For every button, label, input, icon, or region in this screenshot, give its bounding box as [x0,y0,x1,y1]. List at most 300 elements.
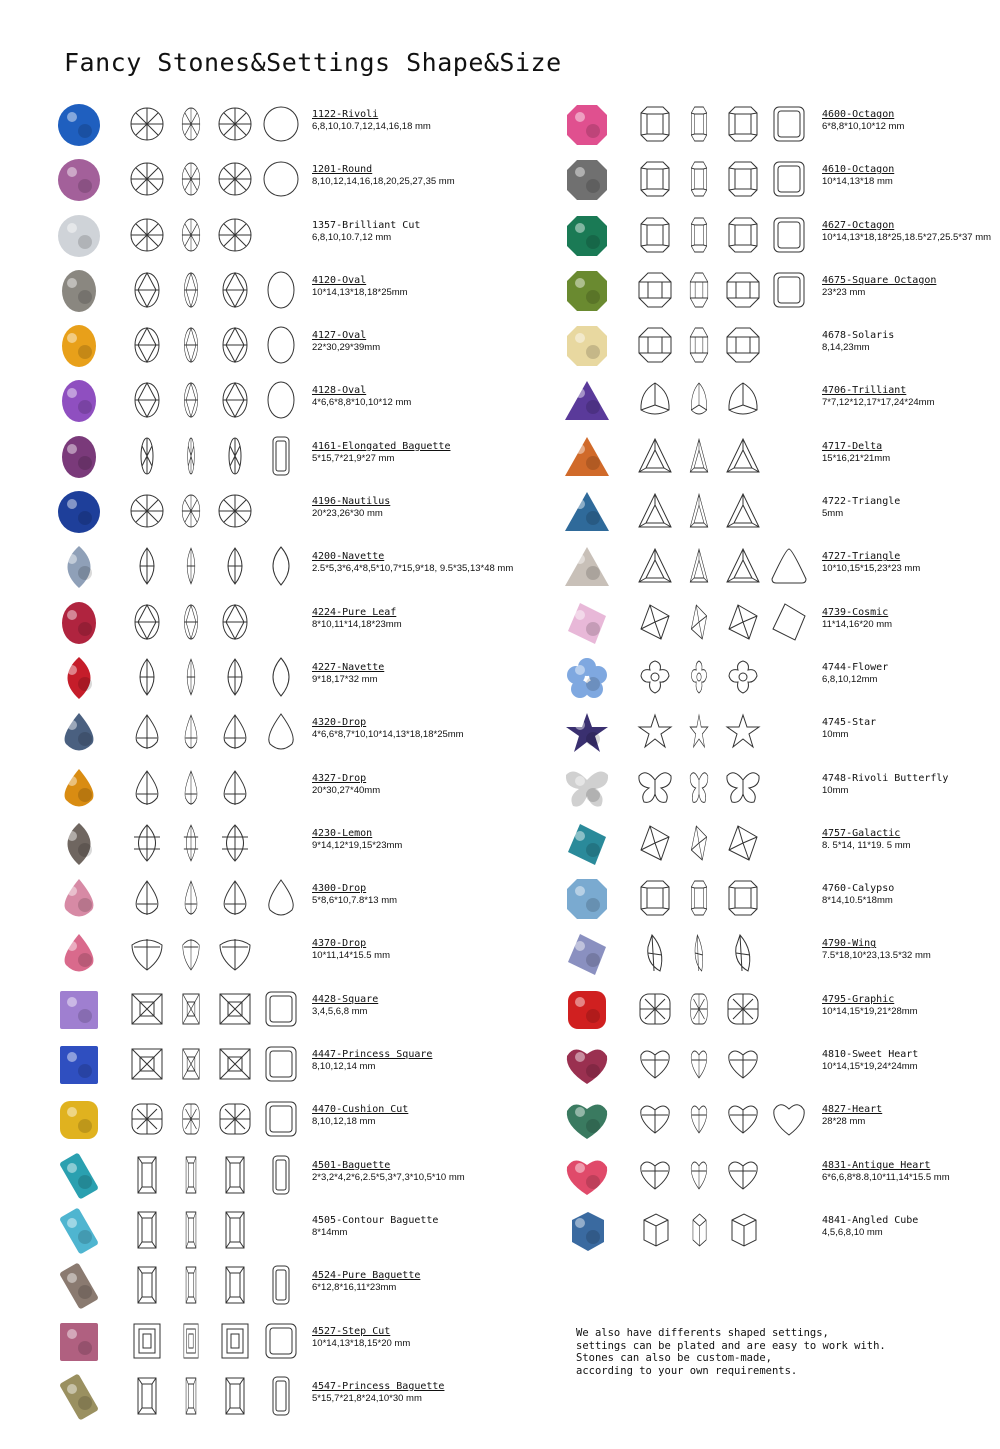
stone-photo [54,987,104,1033]
cut-diagram [216,1265,254,1305]
cut-diagrams [636,1099,762,1139]
stone-label [822,275,1000,299]
cut-diagram [216,325,254,365]
cut-diagram [128,1210,166,1250]
stone-label [822,994,1000,1018]
cut-diagram [216,380,254,420]
stone-sizes: 8,10,12,14 mm [312,1061,376,1073]
cut-diagrams [636,933,762,973]
cut-diagram [128,159,166,199]
stone-name: 1122-Rivoli [312,109,379,120]
cut-diagram [172,1044,210,1084]
cut-diagram [172,1155,210,1195]
cut-diagram [172,1321,210,1361]
stone-name: 4678-Solaris [822,330,895,342]
stone-sizes: 11*14,16*20 mm [822,618,893,630]
stone-name: 4717-Delta [822,440,883,452]
stone-photo [562,600,612,646]
setting-outline [770,270,808,310]
cut-diagram [216,1321,254,1361]
cut-diagrams [128,325,254,365]
stone-label [312,662,552,686]
cut-diagram [216,602,254,642]
stone-sizes: 20*30,27*40mm [312,784,381,796]
stone-label [822,607,1000,631]
stone-row [558,262,1000,317]
cut-diagrams [636,712,762,752]
cut-diagram [636,1155,674,1195]
stone-name: 4744-Flower [822,661,889,673]
cut-diagrams [128,878,254,918]
cut-diagram [680,602,718,642]
note-line: We also have differents shaped settings, [576,1327,829,1339]
stone-row [50,981,530,1036]
cut-diagram [172,215,210,255]
stone-photo [562,213,612,259]
cut-diagram [724,878,762,918]
stone-row [50,1036,530,1091]
cut-diagram [128,768,166,808]
stone-name: 4748-Rivoli Butterfly [822,772,949,784]
stone-label [822,828,1000,852]
stone-name: 4527-Step Cut [312,1325,391,1337]
cut-diagram [216,1099,254,1139]
stone-sizes: 4,5,6,8,10 mm [822,1226,883,1238]
stone-row [558,815,1000,870]
cut-diagram [680,657,718,697]
cut-diagram [128,436,166,476]
stone-label [822,773,1000,797]
cut-diagram [680,325,718,365]
stone-row [558,594,1000,649]
cut-diagram [724,1210,762,1250]
stone-row [50,925,530,980]
stone-row [50,428,530,483]
stone-sizes: 10*14,15*19,24*24mm [822,1061,918,1073]
cut-diagram [128,602,166,642]
cut-diagram [172,1210,210,1250]
stone-label [312,773,552,797]
stone-label [822,1215,1000,1239]
cut-diagrams [128,602,254,642]
cut-diagrams [636,1210,762,1250]
cut-diagram [636,933,674,973]
stone-row [50,870,530,925]
cut-diagram [172,657,210,697]
cut-diagram [636,380,674,420]
stone-row [558,704,1000,759]
stone-photo [54,213,104,259]
stone-row [50,151,530,206]
cut-diagram [636,436,674,476]
stone-label [822,717,1000,741]
stone-name: 4127-Oval [312,330,367,342]
stone-row [50,594,530,649]
stone-label [822,496,1000,520]
stone-label [822,1049,1000,1073]
cut-diagram [172,712,210,752]
cut-diagram [680,380,718,420]
stone-photo [54,157,104,203]
setting-outline [262,712,300,752]
stone-label [312,441,552,465]
cut-diagram [216,104,254,144]
stone-row [50,1091,530,1146]
stone-sizes: 10*14,13*18,15*20 mm [312,1337,411,1349]
stone-name: 4230-Lemon [312,827,373,839]
cut-diagram [128,546,166,586]
cut-diagram [680,1155,718,1195]
cut-diagram [128,1265,166,1305]
page-title: Fancy Stones&Settings Shape&Size [64,48,562,77]
stone-row [558,981,1000,1036]
cut-diagram [172,1099,210,1139]
cut-diagrams [636,215,762,255]
stone-name: 4524-Pure Baguette [312,1270,421,1282]
cut-diagram [724,1099,762,1139]
stone-sizes: 6,8,10,10.7,12 mm [312,231,392,243]
stone-photo [562,710,612,756]
setting-outline [262,380,300,420]
stone-row [558,1091,1000,1146]
cut-diagrams [128,823,254,863]
stone-label [312,1215,552,1239]
cut-diagrams [636,546,762,586]
cut-diagrams [128,270,254,310]
cut-diagrams [636,989,762,1029]
stone-name: 4757-Galactic [822,827,901,839]
cut-diagrams [128,104,254,144]
stone-label [312,551,552,575]
stone-name: 4161-Elongated Baguette [312,440,451,452]
stone-row [50,538,530,593]
stone-name: 4547-Princess Baguette [312,1380,445,1392]
stone-row [558,1147,1000,1202]
cut-diagram [724,1155,762,1195]
stone-photo [54,655,104,701]
setting-outline [770,159,808,199]
stone-photo [54,1042,104,1088]
stone-name: 4706-Trilliant [822,385,907,397]
stone-name: 4739-Cosmic [822,606,889,618]
cut-diagram [128,823,166,863]
stone-sizes: 8,10,12,14,16,18,20,25,27,35 mm [312,176,455,188]
cut-diagram [724,657,762,697]
stone-row [558,1036,1000,1091]
stone-label [822,938,1000,962]
cut-diagrams [636,270,762,310]
cut-diagram [724,104,762,144]
stone-photo [562,544,612,590]
cut-diagram [636,1099,674,1139]
stone-label [312,496,552,520]
stone-sizes: 6*6,6,8*8.8,10*11,14*15.5 mm [822,1171,950,1183]
stone-sizes: 2.5*5,3*6,4*8,5*10,7*15,9*18, 9.5*35,13*48 mm [312,563,514,575]
stone-label [312,1381,552,1405]
stone-sizes: 5mm [822,508,844,520]
cut-diagram [172,270,210,310]
setting-outline [262,325,300,365]
stone-label [312,994,552,1018]
cut-diagram [680,159,718,199]
stone-name: 4795-Graphic [822,993,895,1005]
stone-photo [54,1208,104,1254]
stone-row [558,428,1000,483]
stone-sizes: 6*8,8*10,10*12 mm [822,121,905,132]
cut-diagram [636,878,674,918]
cut-diagram [216,1044,254,1084]
cut-diagrams [636,878,762,918]
cut-diagram [636,823,674,863]
cut-diagrams [128,1265,254,1305]
stone-label [822,385,1000,409]
cut-diagram [216,823,254,863]
cut-diagram [216,878,254,918]
stone-photo [54,710,104,756]
stone-row [50,815,530,870]
stone-row [50,704,530,759]
cut-diagram [636,1210,674,1250]
stone-name: 4827-Heart [822,1104,883,1116]
stone-sizes: 6*12,8*16,11*23mm [312,1282,397,1294]
cut-diagram [216,933,254,973]
stone-label [822,441,1000,465]
cut-diagram [680,823,718,863]
stone-label [312,109,552,133]
cut-diagrams [636,657,762,697]
cut-diagram [172,878,210,918]
cut-diagrams [128,768,254,808]
cut-diagram [636,602,674,642]
cut-diagrams [128,1044,254,1084]
stone-sizes: 22*30,29*39mm [312,342,381,354]
cut-diagram [636,270,674,310]
cut-diagrams [636,436,762,476]
stone-name: 4224-Pure Leaf [312,606,397,618]
stone-label [312,1049,552,1073]
cut-diagrams [128,657,254,697]
stone-name: 4810-Sweet Heart [822,1049,919,1061]
cut-diagram [680,436,718,476]
cut-diagram [680,989,718,1029]
stone-photo [54,544,104,590]
setting-outline [770,215,808,255]
cut-diagram [680,768,718,808]
stone-label [822,1160,1000,1184]
stone-name: 4841-Angled Cube [822,1214,919,1226]
stone-row [558,870,1000,925]
stone-name: 4120-Oval [312,274,367,286]
stone-row [50,207,530,262]
stone-sizes: 8. 5*14, 11*19. 5 mm [822,839,911,851]
cut-diagram [172,380,210,420]
stone-name: 4128-Oval [312,385,367,397]
setting-outline [770,1099,808,1139]
stone-sizes: 9*14,12*19,15*23mm [312,839,403,851]
setting-outline [262,657,300,697]
stone-name: 4470-Cushion Cut [312,1104,409,1116]
stone-photo [54,931,104,977]
stone-photo [562,766,612,812]
cut-diagram [128,657,166,697]
cut-diagrams [128,712,254,752]
cut-diagram [216,436,254,476]
cut-diagrams [636,602,762,642]
cut-diagrams [128,546,254,586]
stone-sizes: 10*14,13*18 mm [822,176,893,188]
cut-diagram [216,270,254,310]
stone-row [50,1147,530,1202]
cut-diagram [172,1376,210,1416]
cut-diagram [636,768,674,808]
cut-diagrams [636,1155,762,1195]
setting-outline [262,989,300,1029]
cut-diagram [724,270,762,310]
stone-photo [562,102,612,148]
stone-sizes: 6,8,10,12mm [822,673,878,685]
cut-diagram [172,1265,210,1305]
stone-photo [562,323,612,369]
stone-name: 1357-Brilliant Cut [312,219,421,231]
cut-diagram [680,1210,718,1250]
stone-sizes: 7.5*18,10*23,13.5*32 mm [822,950,931,962]
setting-outline [262,878,300,918]
stone-label [822,164,1000,188]
stone-sizes: 15*16,21*21mm [822,452,891,464]
cut-diagram [172,989,210,1029]
stone-name: 1201-Round [312,164,373,176]
stone-photo [54,821,104,867]
cut-diagram [172,491,210,531]
cut-diagram [636,325,674,365]
stone-name: 4227-Navette [312,661,385,673]
stone-photo [562,157,612,203]
cut-diagram [216,657,254,697]
cut-diagrams [636,768,762,808]
stone-name: 4627-Octagon [822,219,895,231]
cut-diagram [128,878,166,918]
cut-diagram [172,436,210,476]
cut-diagram [636,491,674,531]
stone-photo [54,1097,104,1143]
cut-diagram [172,933,210,973]
stone-row [50,262,530,317]
stone-label [312,220,552,244]
cut-diagram [724,1044,762,1084]
stone-sizes: 9*18,17*32 mm [312,673,378,685]
stone-name: 4501-Baguette [312,1159,391,1171]
stone-name: 4722-Triangle [822,496,901,508]
stone-row [50,1368,530,1423]
cut-diagrams [128,1376,254,1416]
cut-diagrams [128,491,254,531]
cut-diagram [128,104,166,144]
cut-diagram [216,1210,254,1250]
stone-photo [562,931,612,977]
stone-row [50,317,530,372]
cut-diagram [636,712,674,752]
cut-diagram [128,1376,166,1416]
stone-row [50,760,530,815]
cut-diagram [636,104,674,144]
stone-row [558,538,1000,593]
cut-diagram [128,1155,166,1195]
cut-diagram [680,1099,718,1139]
left-stone-column [50,96,530,1423]
stone-label [312,164,552,188]
stone-label [312,1326,552,1350]
cut-diagram [172,159,210,199]
right-stone-column [558,96,1000,1257]
cut-diagram [216,546,254,586]
cut-diagrams [128,1321,254,1361]
stone-name: 4505-Contour Baguette [312,1214,439,1226]
cut-diagrams [636,1044,762,1084]
cut-diagram [724,215,762,255]
stone-photo [54,102,104,148]
stone-row [50,649,530,704]
stone-sizes: 2*3,2*4,2*6,2.5*5,3*7,3*10,5*10 mm [312,1171,465,1183]
setting-outline [770,602,808,642]
stone-photo [562,821,612,867]
stone-photo [562,987,612,1033]
stone-sizes: 8*14mm [312,1226,348,1238]
stone-name: 4760-Calypso [822,883,895,895]
stone-name: 4610-Octagon [822,164,895,176]
cut-diagram [724,989,762,1029]
stone-label [312,385,552,409]
stone-row [50,372,530,427]
setting-outline [262,104,300,144]
stone-photo [54,1263,104,1309]
stone-name: 4790-Wing [822,938,877,950]
stone-label [312,883,552,907]
stone-name: 4327-Drop [312,772,367,784]
stone-name: 4428-Square [312,993,379,1005]
stone-photo [54,1319,104,1365]
cut-diagram [128,1321,166,1361]
stone-sizes: 3,4,5,6,8 mm [312,1005,368,1017]
stone-sizes: 10mm [822,784,849,796]
stone-sizes: 8,14,23mm [822,342,870,354]
cut-diagrams [128,380,254,420]
cut-diagrams [128,1155,254,1195]
cut-diagram [724,325,762,365]
stone-photo [562,876,612,922]
setting-outline [262,1099,300,1139]
cut-diagram [128,989,166,1029]
cut-diagram [724,602,762,642]
stone-row [50,483,530,538]
stone-row [558,207,1000,262]
cut-diagrams [636,325,762,365]
cut-diagram [172,546,210,586]
stone-photo [54,766,104,812]
stone-label [312,1270,552,1294]
setting-outline [262,1155,300,1195]
cut-diagram [172,602,210,642]
stone-row [558,925,1000,980]
stone-row [558,483,1000,538]
cut-diagram [216,1376,254,1416]
stone-label [312,607,552,631]
stone-sizes: 8*14,10.5*18mm [822,895,893,907]
stone-photo [562,434,612,480]
stone-sizes: 28*28 mm [822,1116,866,1128]
setting-outline [262,1044,300,1084]
stone-row [558,96,1000,151]
stone-row [558,151,1000,206]
